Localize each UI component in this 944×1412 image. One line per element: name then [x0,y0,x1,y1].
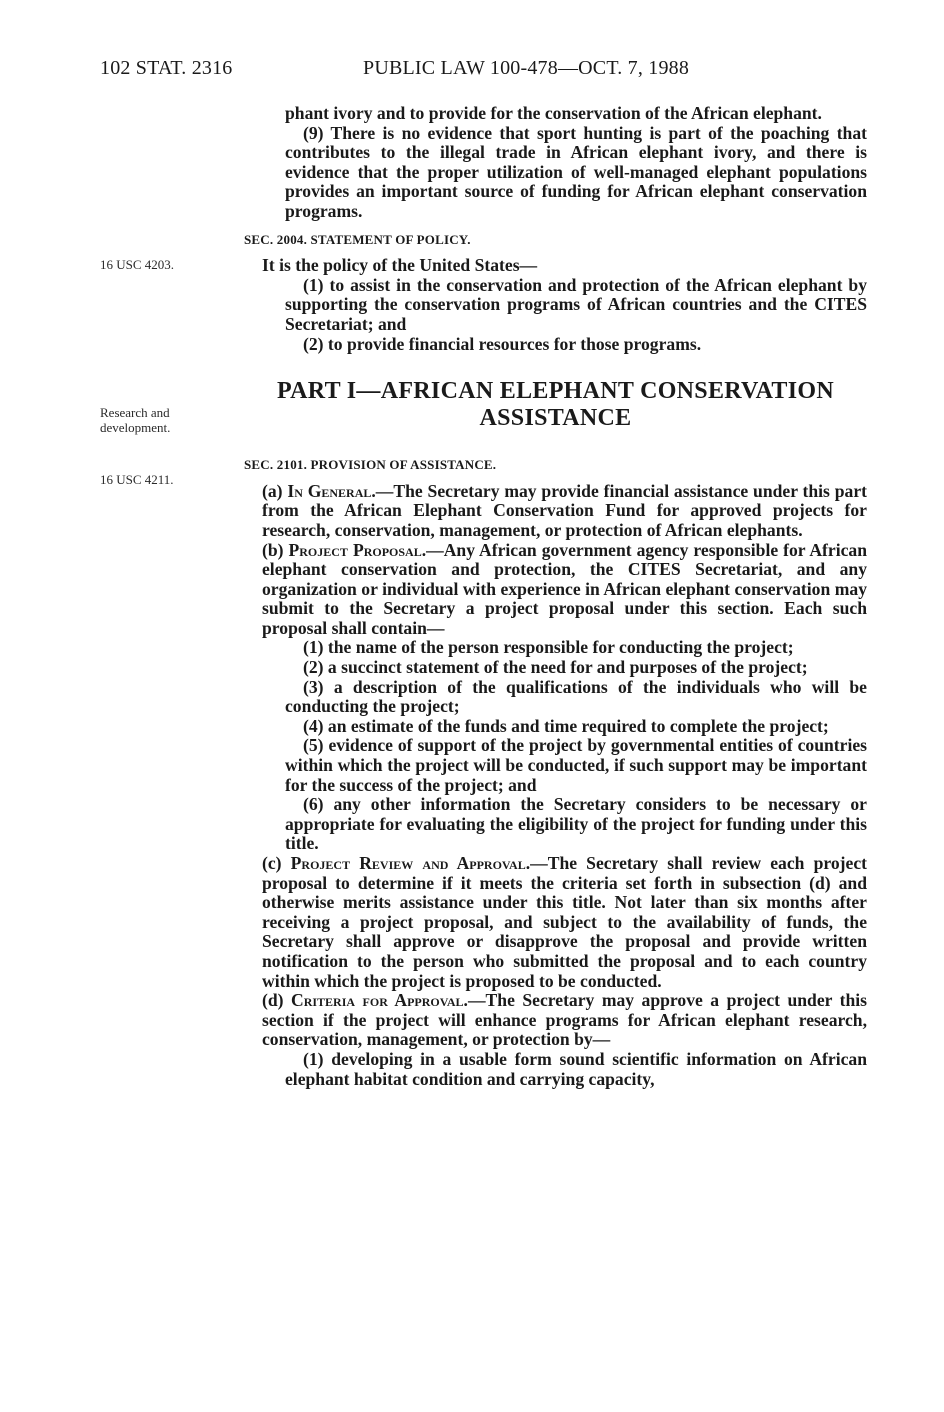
finding-9: (9) There is no evidence that sport hunting is part of the poaching that contributes to the illegal trade in African elephant ivory, and there is evidence that the proper utilization of well-managed elephant populations provides an important source of funding for African elephant conservation programs. [285,122,867,221]
subsection-c-caption: Project Review and Approval. [290,853,531,873]
proposal-item-2: (2) a succinct statement of the need for and purposes of the project; [303,657,808,678]
section-2101-heading: SEC. 2101. PROVISION OF ASSISTANCE. [244,457,497,473]
statute-page-reference: 102 STAT. 2316 [100,57,233,79]
criteria-item-1: (1) developing in a usable form sound scientific information on African elephant habitat condition and carrying capacity, [285,1048,867,1089]
statute-body [244,104,867,1089]
subsection-c-text: —The Secretary shall review each project proposal to determine if it meets the criteria set forth in subsection (d) and otherwise merits assistance under this title. Not later than six months after receiving a project proposal, and subject to the availability of funds, the Secretary shall approve or disapprove the proposal and provide written notification to the person who submitted the proposal and to each country within which the project is proposed to be conducted. [262,853,867,991]
margin-note-usc-4203: 16 USC 4203. [100,257,175,272]
proposal-item-3: (3) a description of the qualifications of the individuals who will be conducting the project; [285,676,867,717]
part-heading-line1: PART I—AFRICAN ELEPHANT CONSERVATION [277,378,834,405]
subsection-b [244,541,867,639]
subsection-c [244,854,867,991]
margin-note-research-line2: development. [100,420,171,435]
subsection-a-caption: In General. [287,480,376,501]
subsection-a [244,482,867,541]
policy-item-2: (2) to provide financial resources for those programs. [303,333,702,354]
subsection-a-text: —The Secretary may provide financial assistance under this part from the African Elephant Conservation Fund for approved projects for research, conservation, management, or protection of African elephants. [262,480,867,540]
subsection-d-text: —The Secretary may approve a project under this section if the project will enhance programs for African elephant research, conservation, management, or protection by— [262,990,867,1050]
policy-item-1: (1) to assist in the conservation and protection of the African elephant by supporting the conservation programs of African countries and the CITES Secretariat; and [285,274,867,334]
part-heading-line2: ASSISTANCE [479,405,632,432]
proposal-item-4: (4) an estimate of the funds and time required to complete the project; [303,715,829,736]
section-2004-heading: SEC. 2004. STATEMENT OF POLICY. [244,231,471,247]
proposal-item-5: (5) evidence of support of the project by governmental entities of countries within which the project will be conducted, if such support may be important for the success of the project; and [285,735,867,795]
margin-note-usc-4211: 16 USC 4211. [100,472,174,487]
subsection-d [244,991,867,1050]
subsection-b-text: —Any African government agency responsible for African elephant conservation and protection, the CITES Secretariat, and any organization or individual with experience in African elephant conservation may submit to the Secretary a project proposal under this section. Each such proposal shall contain— [262,539,867,638]
subsection-b-label: (b) [262,539,289,560]
part-heading [244,378,867,432]
subsection-d-label: (d) [262,990,291,1011]
continued-paragraph: phant ivory and to provide for the conservation of the African elephant. [285,103,822,123]
proposal-item-6: (6) any other information the Secretary considers to be necessary or appropriate for evaluating the eligibility of the project for funding under this title. [285,794,867,854]
subsection-d-caption: Criteria for Approval. [291,990,468,1011]
subsection-b-caption: Project Proposal. [288,539,427,560]
subsection-a-label: (a) [262,480,288,501]
policy-intro: It is the policy of the United States— [262,255,538,276]
margin-note-research-line1: Research and [100,405,170,420]
subsection-c-label: (c) [262,853,291,873]
proposal-item-1: (1) the name of the person responsible for conducting the project; [303,637,794,658]
public-law-header: PUBLIC LAW 100-478—OCT. 7, 1988 [363,57,690,79]
margin-note-research [100,405,170,435]
